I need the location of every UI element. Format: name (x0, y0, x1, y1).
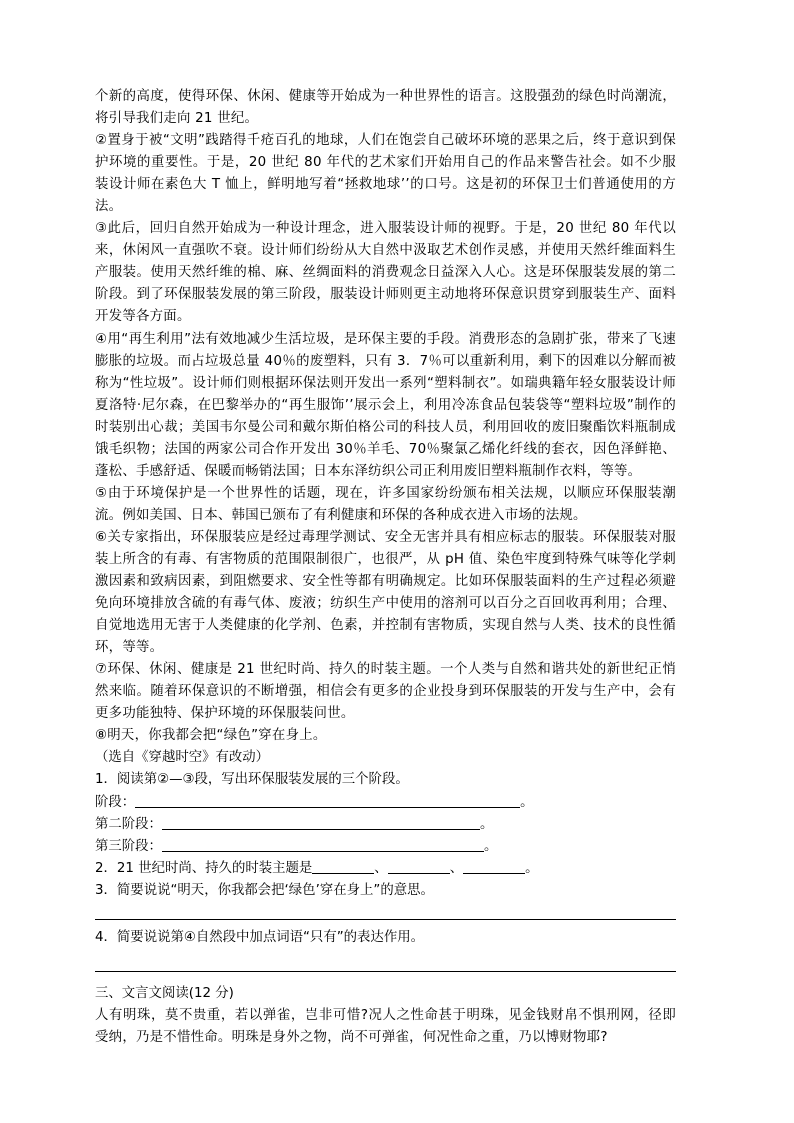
passage-paragraph-continued: 个新的高度，使得环保、休闲、健康等开始成为一种世界性的语言。这股强劲的绿色时尚潮流，将引导我们走向 21 世纪。 (95, 89, 676, 127)
passage-paragraph-4: ④用“再生利用”法有效地减少生活垃圾，是环保主要的手段。消费形态的急剧扩张，带来了飞速膨胀的垃圾。而占垃圾总量 40％的废塑料，只有 3．7％可以重新利用，剩下的因难以分解而被称为“性垃圾”。设计师们则根据环保法则开发出一系列“塑料制衣”。如瑞典籍年轻女服装设计师夏洛特·尼尔森，在巴黎举办的“再生服饰’’展示会上，利用冷冻食品包装袋等“塑料垃圾”制作的时装别出心裁；美国韦尔曼公司和戴尔斯伯格公司的科技人员，利用回收的废旧聚酯饮料瓶制成饿毛织物；法国的两家公司合作开发出 30％羊毛、70％聚氯乙烯化纤线的套衣，因色泽鲜艳、蓬松、手感舒适、保暖而畅销法国；日本东泽纺织公司正利用废旧塑料瓶制作衣料，等等。 (95, 331, 676, 479)
question-2-terminator: 。 (525, 860, 539, 876)
passage-source-note: （选自《穿越时空》有改动） (95, 750, 270, 766)
question-1-blank-label-2: 第二阶段： (95, 816, 162, 832)
passage-paragraph-2: ②置身于被“文明”践踏得千疮百孔的地球，人们在饱尝自己破坏环境的恶果之后，终于意识到保护环境的重要性。于是，20 世纪 80 年代的艺术家们开始用自己的作品来警告社会。如不少服装设计师在素色大 T 恤上，鲜明地写着“拯救地球’’的口号。这是初的环保卫士们普通使用的方法。 (95, 133, 676, 215)
question-2-answer-field-1[interactable] (312, 860, 374, 874)
question-2-separator-1: 、 (374, 860, 388, 876)
passage-paragraph-7: ⑦环保、休闲、健康是 21 世纪时尚、持久的时装主题。一个人类与自然和谐共处的新世纪正悄然来临。随着环保意识的不断增强，相信会有更多的企业投身到环保服装的开发与生产中，会有更多功能独特、保护环境的环保服装问世。 (95, 662, 676, 722)
question-1-blank-row-2 (95, 814, 676, 836)
passage-paragraph-8: ⑧明天，你我都会把“绿色”穿在身上。 (95, 728, 327, 744)
question-1-answer-field-1[interactable] (135, 794, 520, 808)
section-three-body: 人有明珠，莫不贵重，若以弹雀，岂非可惜?况人之性命甚于明珠，见金钱财帛不惧刑网，径即受纳，乃是不惜性命。明珠是身外之物，尚不可弹雀，何况性命之重，乃以博财物耶? (95, 1007, 676, 1045)
question-2-separator-2: 、 (449, 860, 464, 876)
question-2-answer-field-3[interactable] (463, 860, 525, 874)
question-3-answer-space (95, 902, 676, 919)
question-1-blank-label-1: 阶段： (95, 794, 136, 810)
question-1-blank-row-1 (95, 792, 676, 814)
question-2-prefix: 2．21 世纪时尚、持久的时装主题是 (95, 860, 313, 876)
question-3-prompt: 3．简要说说“明天，你我都会把‘绿色’穿在身上”的意思。 (95, 882, 434, 898)
question-1-blank-terminator-1: 。 (520, 794, 534, 810)
question-1-prompt: 1．阅读第②—③段，写出环保服装发展的三个阶段。 (95, 772, 409, 788)
question-4-answer-space (95, 949, 676, 971)
passage-paragraph-6: ⑥关专家指出，环保服装应是经过毒理学测试、安全无害并具有相应标志的服装。环保服装对服装上所含的有毒、有害物质的范围限制很广，也很严，从 pH 值、染色牢度到特殊气味等化学刺激因素和致病因素，到阻燃要求、安全性等都有明确规定。比如环保服装面料的生产过程必须避免向环境排放含硫的有毒气体、废液；纺织生产中使用的溶剂可以百分之百回收再利用；合理、自觉地选用无害于人类健康的化学剂、色素，并控制有害物质，实现自然与人类、技术的良性循环，等等。 (95, 529, 676, 656)
section-three-gap (95, 972, 676, 983)
question-2-answer-field-2[interactable] (388, 860, 450, 874)
question-1-blank-terminator-2: 。 (479, 816, 494, 832)
question-1-blank-row-3 (95, 836, 676, 858)
question-4-prompt: 4．简要说说第④自然段中加点词语“只有”的表达作用。 (95, 929, 424, 945)
question-1-blank-label-3: 第三阶段： (95, 838, 162, 854)
question-1-blank-terminator-3: 。 (483, 838, 498, 854)
passage-paragraph-3: ③此后，回归自然开始成为一种设计理念，进入服装设计师的视野。于是，20 世纪 80 年代以来，休闲风一直强吹不衰。设计师们纷纷从大自然中汲取艺术创作灵感，并使用天然纤维面料生产服装。使用天然纤维的棉、麻、丝绸面料的消费观念日益深入人心。这是环保服装发展的第二阶段。到了环保服装发展的第三阶段，服装设计师则更主动地将环保意识贯穿到服装生产、面料开发等各方面。 (95, 221, 676, 325)
question-1-answer-field-2[interactable] (162, 816, 480, 830)
page-content (95, 86, 676, 1049)
question-1-answer-field-3[interactable] (162, 838, 484, 852)
passage-paragraph-5: ⑤由于环境保护是一个世界性的话题，现在，许多国家纷纷颁布相关法规，以顺应环保服装潮流。例如美国、日本、韩国已颁布了有利健康和环保的各种成衣进入市场的法规。 (95, 485, 676, 523)
question-2-row (95, 858, 676, 880)
question-4-gap (95, 920, 676, 927)
section-three-heading: 三、文言文阅读(12 分) (95, 985, 234, 1001)
